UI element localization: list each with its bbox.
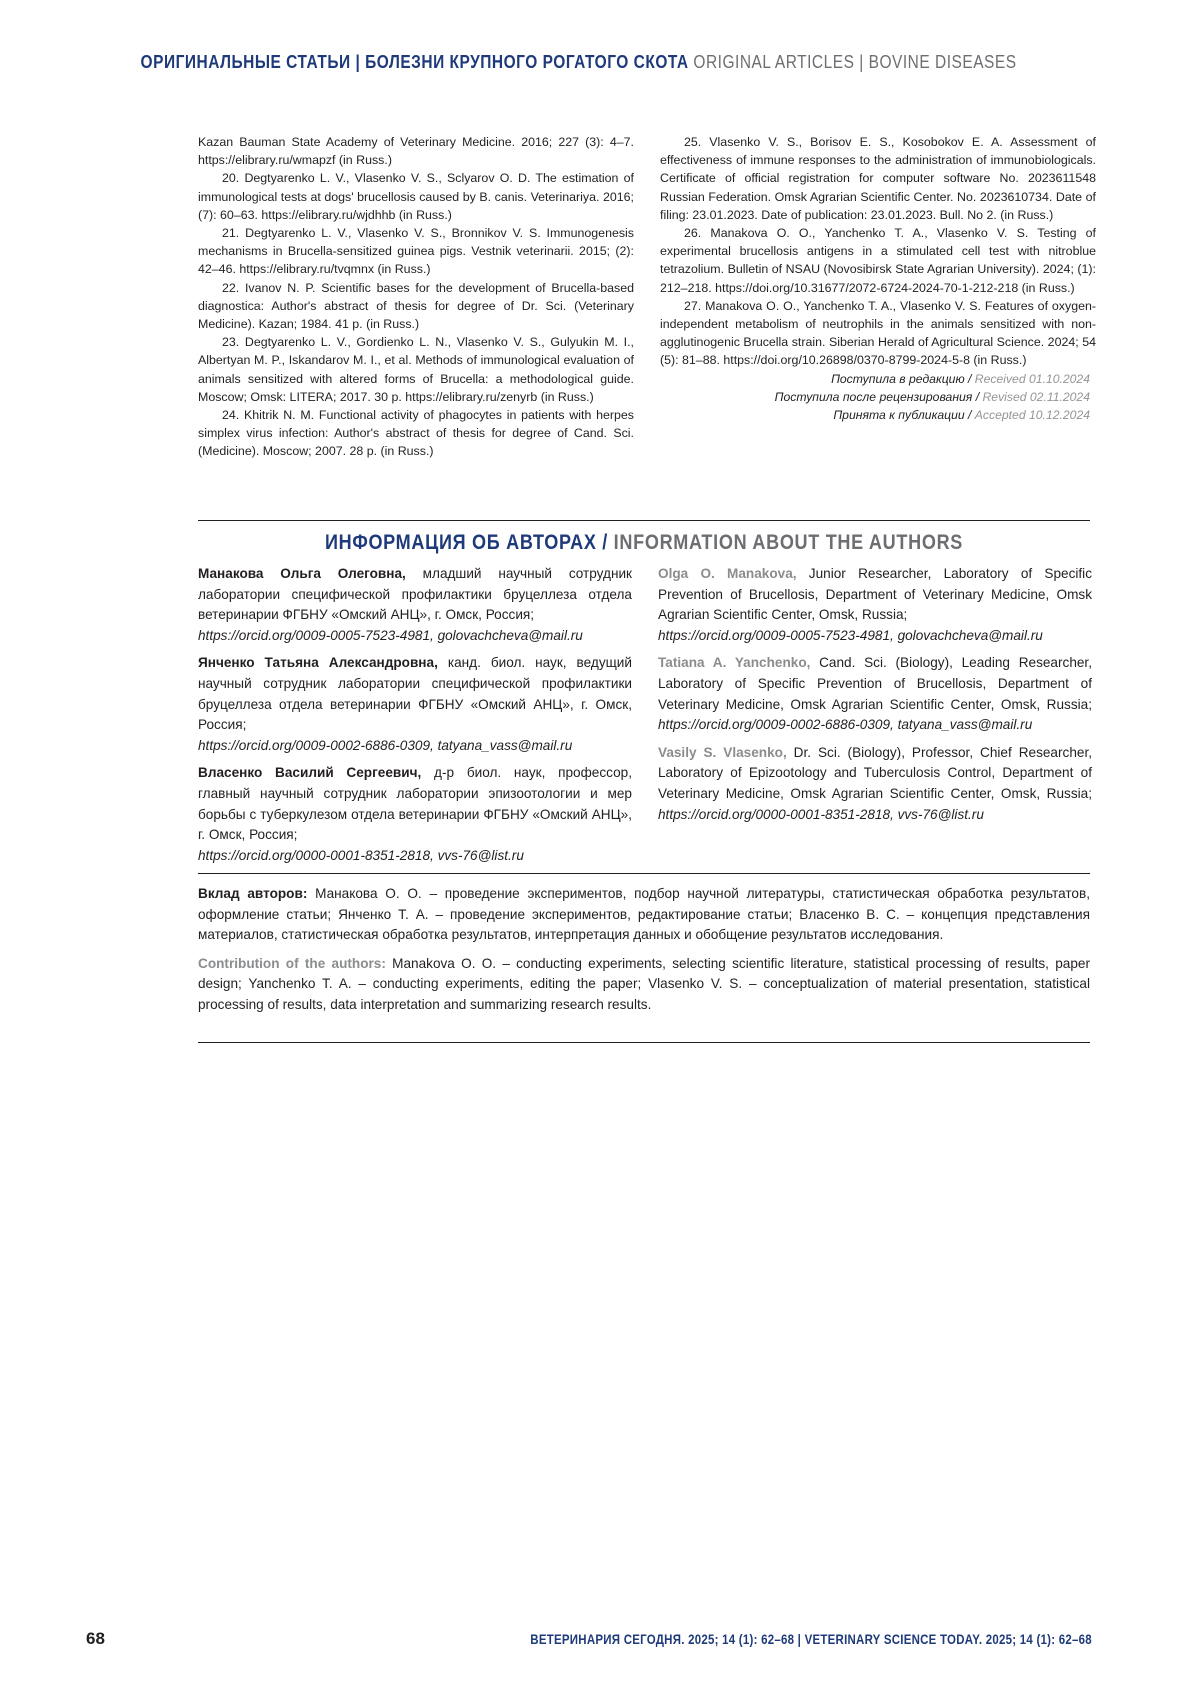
author-entry-ru: Янченко Татьяна Александровна, канд. биол. наук, ведущий научный сотрудник лаборатории специфической профилактики бруцеллеза отдела ветеринарии ФГБНУ «Омский АНЦ», г. Омск, Россия; https://orcid.org/0009-0002-6886-0309, tatyana_vass@mail.ru	[198, 655, 632, 753]
author-links: https://orcid.org/0009-0002-6886-0309, tatyana_vass@mail.ru	[198, 737, 573, 753]
author-links: https://orcid.org/0000-0001-8351-2818, vvs-76@list.ru	[658, 806, 984, 822]
author-entry-ru: Манакова Ольга Олеговна, младший научный сотрудник лаборатории специфической профилактики бруцеллеза отдела ветеринарии ФГБНУ «Омский АНЦ», г. Омск, Россия; https://orcid.org/0009-0005-7523-4981, golovachcheva@mail.ru	[198, 566, 633, 643]
running-footer: ВЕТЕРИНАРИЯ СЕГОДНЯ. 2025; 14 (1): 62–68 | VETERINARY SCIENCE TODAY. 2025; 14 (1): 62–68	[530, 1631, 1092, 1647]
running-header	[140, 52, 1017, 73]
author-name: Манакова Ольга Олеговна,	[198, 566, 406, 581]
reference-item: 26. Manakova O. O., Yanchenko T. A., Vlasenko V. S. Testing of experimental brucellosis antigens in a stimulated cell test with nitroblue tetrazolium. Bulletin of NSAU (Novosibirsk State Agrarian University). 2024; (1): 212–218. https://doi.org/10.31677/2072-6724-2024-70-1-212-218 (in Russ.)	[660, 226, 1096, 295]
reference-item: 20. Degtyarenko L. V., Vlasenko V. S., Sclyarov O. D. The estimation of immunological tests at dogs' brucellosis caused by B. canis. Veterinariya. 2016; (7): 60–63. https://elibrary.ru/wjdhhb (in Russ.)	[198, 171, 634, 222]
date-revised: Поступила после рецензирования / Revised 02.11.2024	[774, 390, 1090, 405]
header-ru: ОРИГИНАЛЬНЫЕ СТАТЬИ | БОЛЕЗНИ КРУПНОГО РОГАТОГО СКОТА	[140, 52, 689, 72]
authors-ru-column	[198, 564, 632, 873]
author-entry-en: Tatiana A. Yanchenko, Cand. Sci. (Biology), Leading Researcher, Laboratory of Specific Prevention of Brucellosis, Department of Veterinary Medicine, Omsk Agrarian Scientific Center, Omsk, Russia; https://orcid.org/0009-0002-6886-0309, tatyana_vass@mail.ru	[658, 655, 1092, 733]
author-name: Olga O. Manakova,	[658, 566, 797, 581]
references-right-column	[660, 133, 1096, 425]
authors-section-title: ИНФОРМАЦИЯ ОБ АВТОРАХ / INFORMATION ABOUT THE AUTHORS	[324, 531, 964, 554]
authors-en-column	[658, 564, 1092, 832]
contribution-ru: Вклад авторов: Манакова О. О. – проведение экспериментов, подбор научной литературы, статистическая обработка результатов, оформление статьи; Янченко Т. А. – проведение экспериментов, редактирование статьи; Власенко В. С. – концепция представления материалов, статистическая обработка результатов, интерпретация данных и обобщение результатов исследования.	[198, 886, 1090, 943]
author-name: Vasily S. Vlasenko,	[658, 744, 787, 760]
page-number: 68	[86, 1629, 105, 1648]
reference-item: Kazan Bauman State Academy of Veterinary Medicine. 2016; 227 (3): 4–7. https://elibrary.ru/wmapzf (in Russ.)	[198, 135, 634, 168]
author-entry-en: Olga O. Manakova, Junior Researcher, Laboratory of Specific Prevention of Brucellosis, Department of Veterinary Medicine, Omsk Agrarian Scientific Center, Omsk, Russia; https://orcid.org/0009-0005-7523-4981, golovachcheva@mail.ru	[658, 566, 1092, 643]
header-en: ORIGINAL ARTICLES | BOVINE DISEASES	[688, 52, 1017, 72]
references-left-column	[198, 133, 634, 461]
author-name: Tatiana A. Yanchenko,	[658, 655, 811, 671]
author-entry-en: Vasily S. Vlasenko, Dr. Sci. (Biology), Professor, Chief Researcher, Laboratory of Epizootology and Tuberculosis Control, Department of Veterinary Medicine, Omsk Agrarian Scientific Center, Omsk, Russia; https://orcid.org/0000-0001-8351-2818, vvs-76@list.ru	[658, 744, 1092, 822]
contribution-block	[198, 884, 1090, 1024]
author-name: Янченко Татьяна Александровна,	[198, 655, 438, 671]
reference-item: 24. Khitrik N. M. Functional activity of phagocytes in patients with herpes simplex virus infection: Author's abstract of thesis for degree of Cand. Sci. (Medicine). Moscow; 2007. 28 p. (in Russ.)	[198, 408, 634, 459]
author-links: https://orcid.org/0000-0001-8351-2818, vvs-76@list.ru	[198, 847, 524, 863]
author-links: https://orcid.org/0009-0002-6886-0309, tatyana_vass@mail.ru	[658, 717, 1033, 733]
date-accepted: Принята к публикации / Accepted 10.12.2024	[833, 408, 1090, 423]
reference-item: 22. Ivanov N. P. Scientific bases for the development of Brucella-based diagnostica: Author's abstract of thesis for degree of Dr. Sci. (Veterinary Medicine). Kazan; 1984. 41 p. (in Russ.)	[198, 280, 634, 332]
author-links: https://orcid.org/0009-0005-7523-4981, golovachcheva@mail.ru	[658, 627, 1043, 643]
article-dates	[660, 370, 1096, 425]
author-entry-ru: Власенко Василий Сергеевич, д-р биол. наук, профессор, главный научный сотрудник лаборатории эпизоотологии и мер борьбы с туберкулезом отдела ветеринарии ФГБНУ «Омский АНЦ», г. Омск, Россия; https://orcid.org/0000-0001-8351-2818, vvs-76@list.ru	[198, 765, 632, 863]
contribution-en: Contribution of the authors: Manakova O. O. – conducting experiments, selecting scientific literature, statistical processing of results, paper design; Yanchenko T. A. – conducting experiments, editing the paper; Vlasenko V. S. – conceptualization of material presentation, statistical processing of results, data interpretation and summarizing research results.	[198, 955, 1090, 1012]
reference-item: 21. Degtyarenko L. V., Vlasenko V. S., Bronnikov V. S. Immunogenesis mechanisms in Brucella-sensitized guinea pigs. Vestnik veterinarii. 2015; (2): 42–46. https://elibrary.ru/tvqmnx (in Russ.)	[198, 226, 634, 277]
reference-item: 23. Degtyarenko L. V., Gordienko L. N., Vlasenko V. S., Gulyukin M. I., Albertyan M. P., Iskandarov M. I., et al. Methods of immunological evaluation of animals sensitized with altered forms of Brucella: a methodological guide. Moscow; Omsk: LITERA; 2017. 30 p. https://elibrary.ru/zenyrb (in Russ.)	[198, 335, 634, 404]
divider-top	[198, 520, 1090, 521]
date-received: Поступила в редакцию / Received 01.10.2024	[831, 371, 1090, 386]
author-links: https://orcid.org/0009-0005-7523-4981, golovachcheva@mail.ru	[198, 627, 583, 643]
divider-middle	[198, 873, 1090, 874]
reference-item: 27. Manakova O. O., Yanchenko T. A., Vlasenko V. S. Features of oxygen-independent metabolism of neutrophils in the animals sensitized with non-agglutinogenic Brucella strain. Siberian Herald of Agricultural Science. 2024; 54 (5): 81–88. https://doi.org/10.26898/0370-8799-2024-5-8 (in Russ.)	[660, 298, 1096, 368]
author-name: Власенко Василий Сергеевич,	[198, 765, 422, 781]
reference-item: 25. Vlasenko V. S., Borisov E. S., Kosobokov E. A. Assessment of effectiveness of immune responses to the administration of immunobiologicals. Certificate of official registration for computer software No. 2023611548 Russian Federation. Omsk Agrarian Scientific Center. No. 2023610734. Date of filing: 23.01.2023. Date of publication: 23.01.2023. Bull. No 2. (in Russ.)	[660, 135, 1096, 222]
divider-bottom	[198, 1042, 1090, 1043]
